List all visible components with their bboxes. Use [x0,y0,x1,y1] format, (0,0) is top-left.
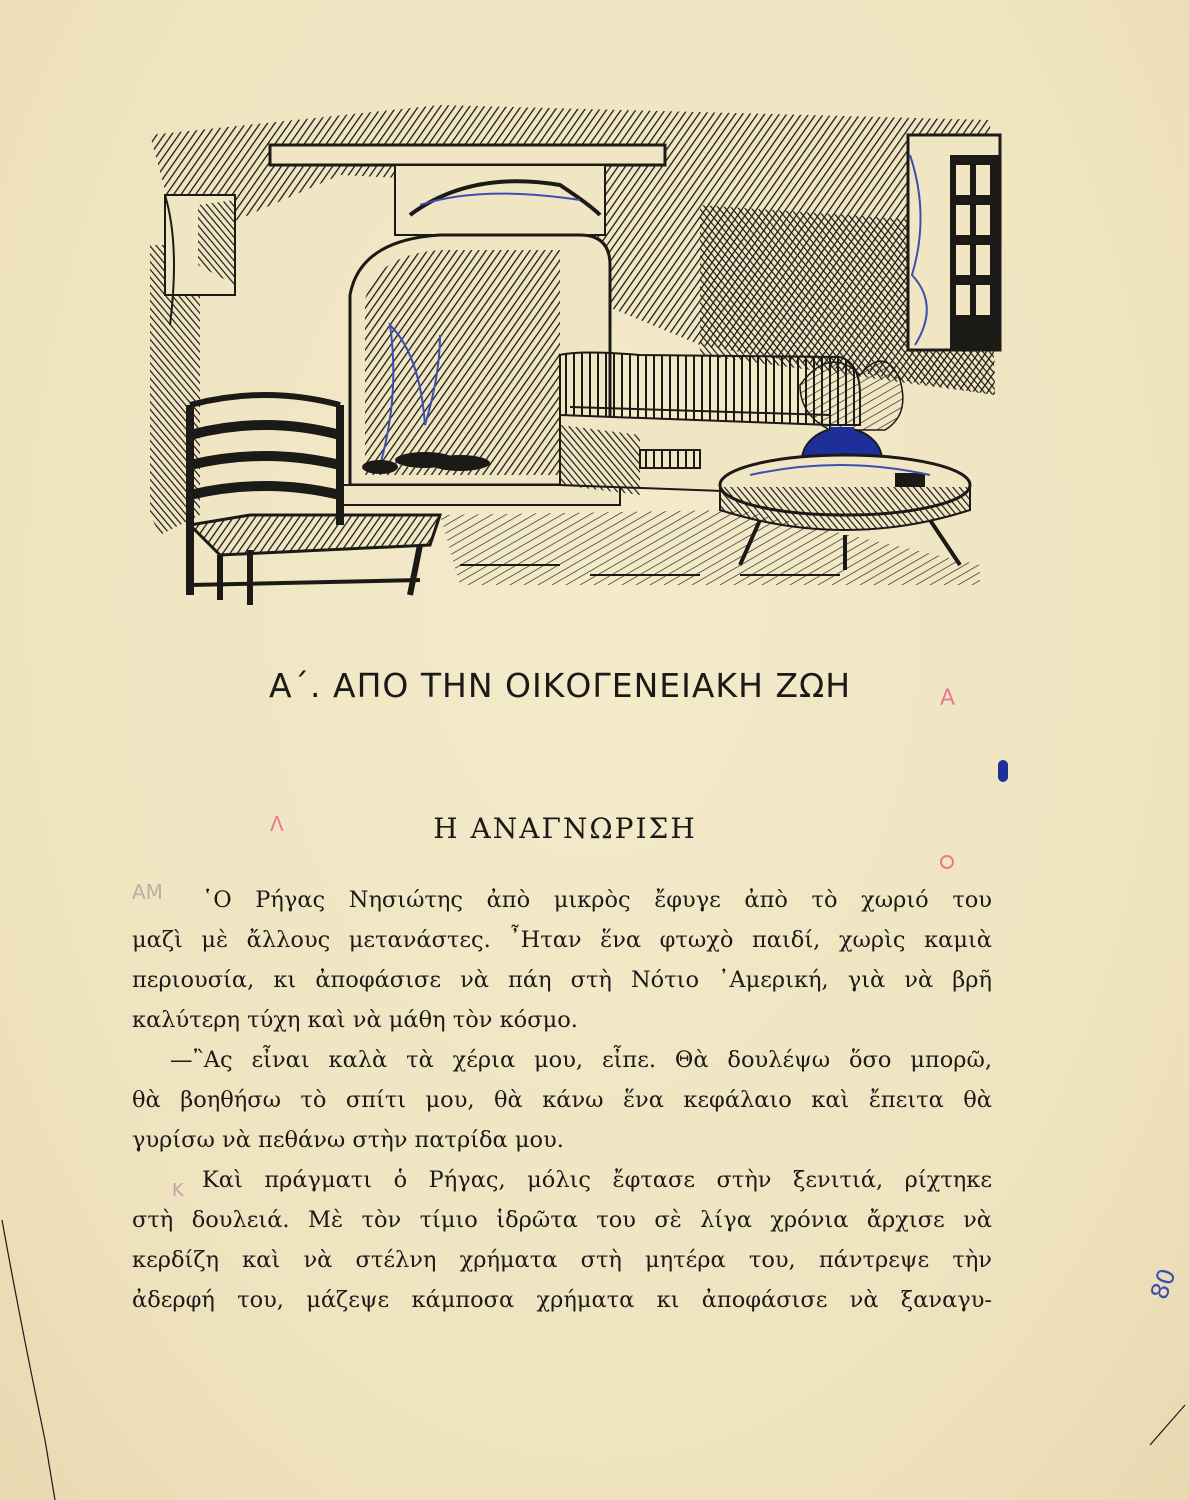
margin-annotation: Κ [172,1180,184,1201]
text-line: ῾Ο Ρήγας Νησιώτης ἀπὸ μικρὸς ἔφυγε ἀπὸ τὸ χωριό του [202,887,992,913]
margin-annotation: Α [940,686,956,711]
margin-annotation: Λ [270,812,284,836]
mantel [270,145,665,235]
text-line: κερδίζη καὶ νὰ στέλνη χρήματα στὴ μητέρα του, πάντρεψε τὴν [132,1247,992,1273]
margin-annotation: ΑΜ [132,880,163,904]
text-line: περιουσία, κι ἀποφάσισε νὰ πάη στὴ Νότιο ᾿Αμερική, γιὰ νὰ βρῆ [132,967,992,993]
text-line: θὰ βοηθήσω τὸ σπίτι μου, θὰ κάνω ἕνα κεφάλαιο καὶ ἔπειτα θὰ [132,1087,992,1113]
ink-dot [998,760,1008,782]
pencil-circle [940,855,954,869]
fireplace-illustration [140,95,1005,625]
story-title: Η ΑΝΑΓΝΩΡΙΣΗ [433,812,697,845]
text-line: —῍Ας εἶναι καλὰ τὰ χέρια μου, εἶπε. Θὰ δουλέψω ὅσο μπορῶ, [170,1047,992,1073]
window [908,135,1000,350]
margin-number: 80 [1144,1264,1182,1304]
text-line: στὴ δουλειά. Μὲ τὸν τίμιο ἱδρῶτα του σὲ λίγα χρόνια ἄρχισε νὰ [132,1207,992,1233]
chapter-title: Α΄. ΑΠΟ ΤΗΝ ΟΙΚΟΓΕΝΕΙΑΚΗ ΖΩΗ [268,666,852,705]
body-text [132,880,992,1320]
text-line: Καὶ πράγματι ὁ Ρήγας, μόλις ἔφτασε στὴν ξενιτιά, ρίχτηκε [202,1167,992,1193]
text-line: γυρίσω νὰ πεθάνω στὴν πατρίδα μου. [132,1127,564,1153]
text-line: μαζὶ μὲ ἄλλους μετανάστες. ῏Ηταν ἕνα φτωχὸ παιδί, χωρὶς καμιὰ [132,927,992,953]
text-line: ἀδερφή του, μάζεψε κάμποσα χρήματα κι ἀποφάσισε νὰ ξαναγυ- [132,1287,992,1313]
text-line: καλύτερη τύχη καὶ νὰ μάθη τὸν κόσμο. [132,1007,578,1033]
